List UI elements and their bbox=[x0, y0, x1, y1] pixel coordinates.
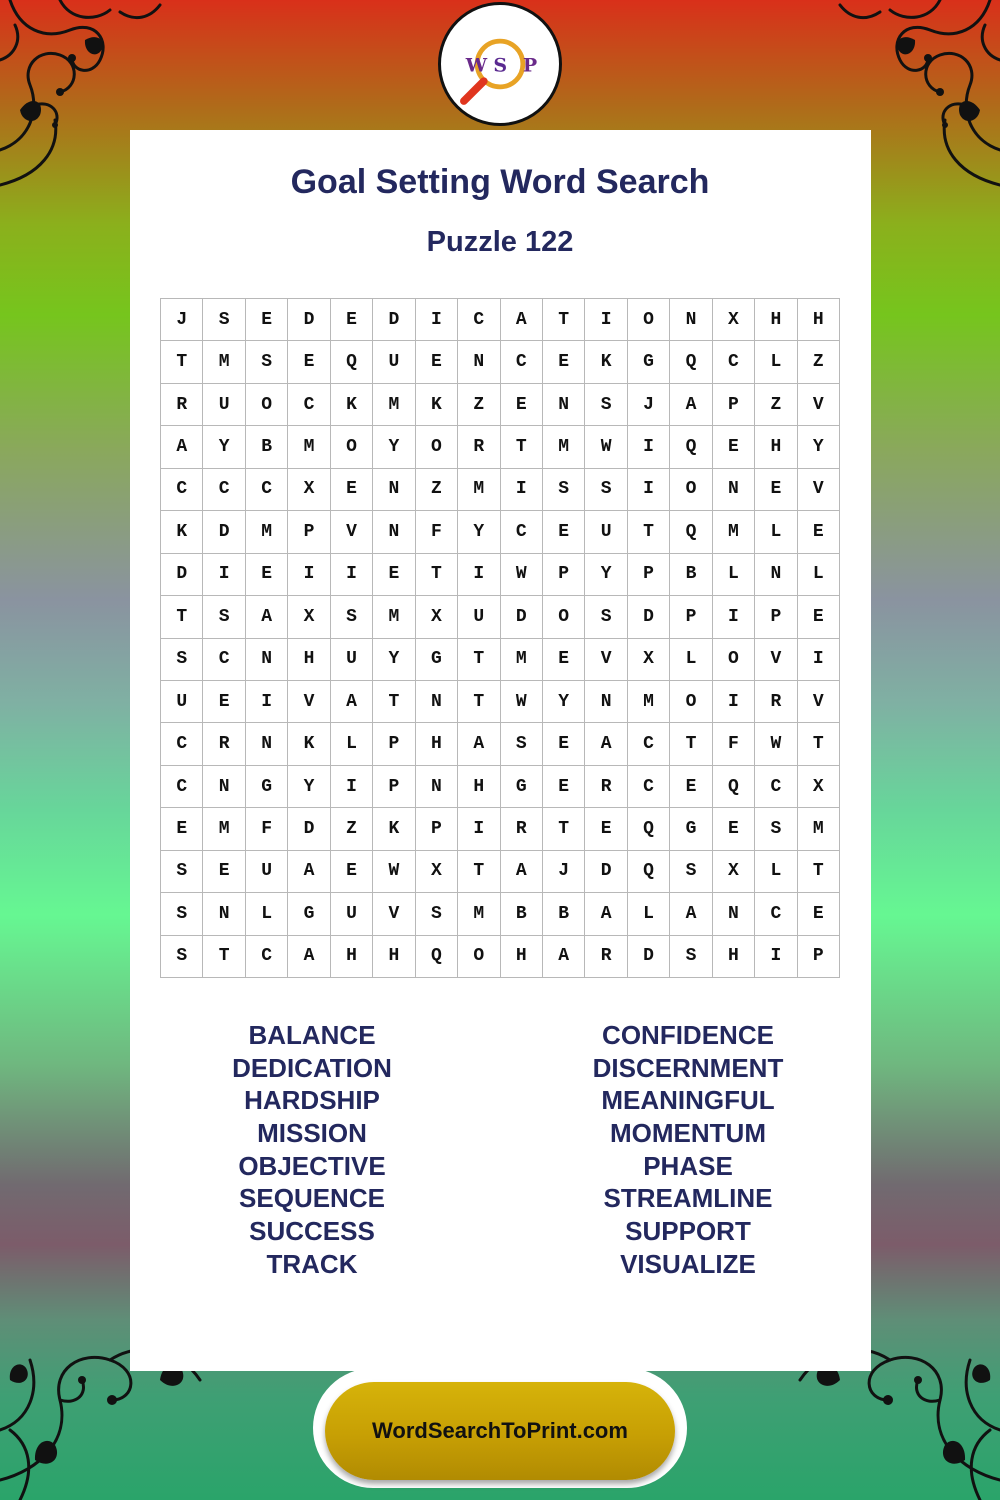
grid-cell[interactable]: N bbox=[416, 681, 458, 723]
grid-cell[interactable]: L bbox=[755, 341, 797, 383]
grid-cell[interactable]: N bbox=[416, 766, 458, 808]
grid-cell[interactable]: E bbox=[543, 766, 585, 808]
grid-cell[interactable]: N bbox=[203, 893, 245, 935]
grid-cell[interactable]: Z bbox=[331, 808, 373, 850]
word-list-item: MEANINGFUL bbox=[601, 1085, 775, 1116]
word-list-item: MISSION bbox=[257, 1118, 367, 1149]
grid-cell[interactable]: Q bbox=[331, 341, 373, 383]
logo-letter-s: S bbox=[493, 54, 508, 77]
grid-cell[interactable]: I bbox=[416, 299, 458, 341]
grid-cell[interactable]: T bbox=[670, 723, 712, 765]
grid-cell[interactable]: T bbox=[161, 341, 203, 383]
grid-cell[interactable]: R bbox=[203, 723, 245, 765]
grid-cell[interactable]: K bbox=[161, 511, 203, 553]
grid-cell[interactable]: T bbox=[373, 681, 415, 723]
grid-cell[interactable]: F bbox=[416, 511, 458, 553]
grid-cell[interactable]: W bbox=[585, 426, 627, 468]
website-link-button[interactable]: WordSearchToPrint.com bbox=[325, 1382, 675, 1480]
grid-cell[interactable]: U bbox=[458, 596, 500, 638]
grid-cell[interactable]: E bbox=[713, 426, 755, 468]
grid-cell[interactable]: L bbox=[755, 851, 797, 893]
grid-cell[interactable]: R bbox=[501, 808, 543, 850]
grid-cell[interactable]: H bbox=[458, 766, 500, 808]
grid-cell[interactable]: G bbox=[628, 341, 670, 383]
grid-cell[interactable]: C bbox=[161, 469, 203, 511]
grid-cell[interactable]: D bbox=[501, 596, 543, 638]
grid-cell[interactable]: S bbox=[161, 639, 203, 681]
grid-cell[interactable]: N bbox=[585, 681, 627, 723]
grid-cell[interactable]: Z bbox=[416, 469, 458, 511]
grid-cell[interactable]: X bbox=[416, 596, 458, 638]
grid-cell[interactable]: Y bbox=[585, 554, 627, 596]
grid-cell[interactable]: M bbox=[246, 511, 288, 553]
grid-cell[interactable]: N bbox=[670, 299, 712, 341]
grid-cell[interactable]: O bbox=[458, 936, 500, 978]
grid-cell[interactable]: S bbox=[203, 596, 245, 638]
grid-cell[interactable]: I bbox=[458, 808, 500, 850]
grid-cell[interactable]: Y bbox=[543, 681, 585, 723]
grid-cell[interactable]: T bbox=[543, 299, 585, 341]
grid-cell[interactable]: E bbox=[331, 469, 373, 511]
grid-cell[interactable]: E bbox=[246, 554, 288, 596]
grid-cell[interactable]: O bbox=[670, 681, 712, 723]
grid-cell[interactable]: Z bbox=[755, 384, 797, 426]
puzzle-number: Puzzle 122 bbox=[426, 226, 574, 258]
grid-cell[interactable]: W bbox=[755, 723, 797, 765]
grid-cell[interactable]: R bbox=[458, 426, 500, 468]
grid-cell[interactable]: M bbox=[628, 681, 670, 723]
grid-cell[interactable]: Y bbox=[373, 426, 415, 468]
grid-cell[interactable]: E bbox=[501, 384, 543, 426]
grid-cell[interactable]: B bbox=[501, 893, 543, 935]
grid-cell[interactable]: U bbox=[246, 851, 288, 893]
grid-cell[interactable]: H bbox=[331, 936, 373, 978]
grid-cell[interactable]: S bbox=[246, 341, 288, 383]
grid-cell[interactable]: T bbox=[161, 596, 203, 638]
grid-cell[interactable]: M bbox=[458, 469, 500, 511]
grid-cell[interactable]: P bbox=[416, 808, 458, 850]
grid-cell[interactable]: W bbox=[501, 554, 543, 596]
grid-cell[interactable]: X bbox=[628, 639, 670, 681]
grid-cell[interactable]: K bbox=[288, 723, 330, 765]
grid-cell[interactable]: P bbox=[288, 511, 330, 553]
grid-cell[interactable]: Q bbox=[416, 936, 458, 978]
grid-cell[interactable]: S bbox=[161, 851, 203, 893]
grid-cell[interactable]: F bbox=[713, 723, 755, 765]
grid-cell[interactable]: A bbox=[501, 851, 543, 893]
grid-cell[interactable]: D bbox=[585, 851, 627, 893]
grid-cell[interactable]: P bbox=[713, 384, 755, 426]
grid-cell[interactable]: I bbox=[331, 766, 373, 808]
grid-cell[interactable]: S bbox=[755, 808, 797, 850]
grid-cell[interactable]: D bbox=[203, 511, 245, 553]
grid-cell[interactable]: V bbox=[373, 893, 415, 935]
grid-cell[interactable]: A bbox=[288, 851, 330, 893]
grid-cell[interactable]: N bbox=[203, 766, 245, 808]
logo-letter-w: W bbox=[465, 54, 488, 77]
grid-cell[interactable]: G bbox=[501, 766, 543, 808]
grid-cell[interactable]: S bbox=[416, 893, 458, 935]
grid-cell[interactable]: G bbox=[246, 766, 288, 808]
grid-cell[interactable]: J bbox=[161, 299, 203, 341]
grid-cell[interactable]: C bbox=[246, 469, 288, 511]
grid-cell[interactable]: O bbox=[331, 426, 373, 468]
grid-cell[interactable]: A bbox=[670, 384, 712, 426]
grid-cell[interactable]: S bbox=[161, 936, 203, 978]
grid-cell[interactable]: I bbox=[331, 554, 373, 596]
grid-cell[interactable]: G bbox=[416, 639, 458, 681]
grid-cell[interactable]: K bbox=[331, 384, 373, 426]
grid-cell[interactable]: B bbox=[246, 426, 288, 468]
grid-cell[interactable]: L bbox=[246, 893, 288, 935]
grid-cell[interactable]: C bbox=[755, 766, 797, 808]
grid-cell[interactable]: T bbox=[798, 723, 840, 765]
grid-cell[interactable]: I bbox=[585, 299, 627, 341]
word-list-item: TRACK bbox=[266, 1248, 358, 1279]
grid-cell[interactable]: E bbox=[246, 299, 288, 341]
grid-cell[interactable]: E bbox=[713, 808, 755, 850]
grid-cell[interactable]: A bbox=[670, 893, 712, 935]
grid-cell[interactable]: Q bbox=[670, 426, 712, 468]
grid-cell[interactable]: I bbox=[755, 936, 797, 978]
grid-cell[interactable]: W bbox=[373, 851, 415, 893]
grid-cell[interactable]: D bbox=[288, 299, 330, 341]
grid-cell[interactable]: A bbox=[501, 299, 543, 341]
grid-cell[interactable]: U bbox=[161, 681, 203, 723]
grid-cell[interactable]: B bbox=[543, 893, 585, 935]
grid-cell[interactable]: L bbox=[628, 893, 670, 935]
grid-cell[interactable]: T bbox=[458, 681, 500, 723]
grid-cell[interactable]: Q bbox=[670, 511, 712, 553]
grid-cell[interactable]: A bbox=[585, 893, 627, 935]
grid-cell[interactable]: E bbox=[670, 766, 712, 808]
grid-cell[interactable]: Y bbox=[288, 766, 330, 808]
word-list-item: OBJECTIVE bbox=[238, 1150, 386, 1181]
grid-cell[interactable]: P bbox=[373, 766, 415, 808]
grid-cell[interactable]: E bbox=[543, 511, 585, 553]
grid-cell[interactable]: M bbox=[543, 426, 585, 468]
grid-cell[interactable]: R bbox=[161, 384, 203, 426]
grid-cell[interactable]: V bbox=[798, 681, 840, 723]
grid-cell[interactable]: P bbox=[543, 554, 585, 596]
grid-cell[interactable]: Q bbox=[670, 341, 712, 383]
grid-cell[interactable]: X bbox=[713, 851, 755, 893]
grid-cell[interactable]: D bbox=[373, 299, 415, 341]
grid-cell[interactable]: S bbox=[543, 469, 585, 511]
grid-cell[interactable]: L bbox=[670, 639, 712, 681]
grid-cell[interactable]: G bbox=[288, 893, 330, 935]
grid-cell[interactable]: C bbox=[628, 723, 670, 765]
grid-cell[interactable]: I bbox=[501, 469, 543, 511]
grid-cell[interactable]: X bbox=[288, 469, 330, 511]
grid-cell[interactable]: H bbox=[755, 426, 797, 468]
grid-cell[interactable]: V bbox=[331, 511, 373, 553]
grid-cell[interactable]: I bbox=[288, 554, 330, 596]
grid-cell[interactable]: O bbox=[246, 384, 288, 426]
grid-cell[interactable]: C bbox=[501, 341, 543, 383]
grid-cell[interactable]: S bbox=[161, 893, 203, 935]
grid-cell[interactable]: D bbox=[628, 596, 670, 638]
grid-cell[interactable]: H bbox=[798, 299, 840, 341]
grid-cell[interactable]: Z bbox=[458, 384, 500, 426]
grid-cell[interactable]: U bbox=[203, 384, 245, 426]
grid-cell[interactable]: C bbox=[161, 723, 203, 765]
grid-cell[interactable]: R bbox=[755, 681, 797, 723]
grid-cell[interactable]: H bbox=[501, 936, 543, 978]
grid-cell[interactable]: L bbox=[713, 554, 755, 596]
grid-cell[interactable]: A bbox=[585, 723, 627, 765]
grid-cell[interactable]: I bbox=[246, 681, 288, 723]
grid-cell[interactable]: E bbox=[203, 851, 245, 893]
grid-cell[interactable]: S bbox=[585, 469, 627, 511]
grid-cell[interactable]: O bbox=[713, 639, 755, 681]
grid-cell[interactable]: S bbox=[501, 723, 543, 765]
grid-cell[interactable]: H bbox=[755, 299, 797, 341]
grid-cell[interactable]: U bbox=[585, 511, 627, 553]
grid-cell[interactable]: V bbox=[755, 639, 797, 681]
grid-cell[interactable]: A bbox=[246, 596, 288, 638]
grid-cell[interactable]: K bbox=[416, 384, 458, 426]
word-list-item: DEDICATION bbox=[232, 1052, 392, 1083]
grid-cell[interactable]: P bbox=[670, 596, 712, 638]
grid-cell[interactable]: S bbox=[203, 299, 245, 341]
grid-cell[interactable]: Y bbox=[458, 511, 500, 553]
word-list-left bbox=[162, 1019, 462, 1281]
grid-cell[interactable]: S bbox=[585, 596, 627, 638]
grid-cell[interactable]: L bbox=[798, 554, 840, 596]
grid-cell[interactable]: N bbox=[543, 384, 585, 426]
grid-cell[interactable]: E bbox=[416, 341, 458, 383]
grid-cell[interactable]: I bbox=[203, 554, 245, 596]
grid-cell[interactable]: G bbox=[670, 808, 712, 850]
grid-cell[interactable]: C bbox=[713, 341, 755, 383]
grid-cell[interactable]: D bbox=[628, 936, 670, 978]
grid-cell[interactable]: M bbox=[288, 426, 330, 468]
grid-cell[interactable]: V bbox=[798, 469, 840, 511]
grid-cell[interactable]: T bbox=[458, 639, 500, 681]
grid-cell[interactable]: Y bbox=[203, 426, 245, 468]
grid-cell[interactable]: N bbox=[713, 469, 755, 511]
word-list-item: PHASE bbox=[643, 1150, 733, 1181]
grid-cell[interactable]: T bbox=[203, 936, 245, 978]
grid-cell[interactable]: C bbox=[161, 766, 203, 808]
grid-cell[interactable]: Q bbox=[628, 808, 670, 850]
grid-cell[interactable]: E bbox=[755, 469, 797, 511]
grid-cell[interactable]: T bbox=[798, 851, 840, 893]
grid-cell[interactable]: J bbox=[628, 384, 670, 426]
page-title: Goal Setting Word Search bbox=[290, 163, 710, 201]
grid-cell[interactable]: Y bbox=[373, 639, 415, 681]
grid-cell[interactable]: A bbox=[458, 723, 500, 765]
grid-cell[interactable]: J bbox=[543, 851, 585, 893]
grid-cell[interactable]: A bbox=[161, 426, 203, 468]
grid-cell[interactable]: E bbox=[798, 596, 840, 638]
grid-cell[interactable]: O bbox=[543, 596, 585, 638]
grid-cell[interactable]: P bbox=[798, 936, 840, 978]
grid-cell[interactable]: C bbox=[203, 639, 245, 681]
grid-cell[interactable]: A bbox=[288, 936, 330, 978]
grid-cell[interactable]: I bbox=[628, 469, 670, 511]
grid-cell[interactable]: L bbox=[755, 511, 797, 553]
grid-cell[interactable]: M bbox=[458, 893, 500, 935]
grid-cell[interactable]: V bbox=[798, 384, 840, 426]
grid-cell[interactable]: F bbox=[246, 808, 288, 850]
word-list-item: BALANCE bbox=[248, 1020, 376, 1050]
grid-cell[interactable]: X bbox=[713, 299, 755, 341]
grid-cell[interactable]: P bbox=[628, 554, 670, 596]
logo-letter-p: P bbox=[522, 54, 538, 77]
grid-cell[interactable]: H bbox=[373, 936, 415, 978]
grid-cell[interactable]: L bbox=[331, 723, 373, 765]
grid-cell[interactable]: S bbox=[331, 596, 373, 638]
grid-cell[interactable]: M bbox=[373, 384, 415, 426]
grid-cell[interactable]: X bbox=[288, 596, 330, 638]
grid-cell[interactable]: M bbox=[373, 596, 415, 638]
grid-cell[interactable]: M bbox=[203, 341, 245, 383]
grid-cell[interactable]: P bbox=[373, 723, 415, 765]
grid-cell[interactable]: R bbox=[585, 766, 627, 808]
grid-cell[interactable]: E bbox=[798, 511, 840, 553]
word-list-item: MOMENTUM bbox=[610, 1118, 766, 1149]
grid-cell[interactable]: N bbox=[713, 893, 755, 935]
grid-cell[interactable]: O bbox=[416, 426, 458, 468]
grid-cell[interactable]: T bbox=[501, 426, 543, 468]
grid-cell[interactable]: E bbox=[331, 299, 373, 341]
grid-cell[interactable]: Q bbox=[713, 766, 755, 808]
grid-cell[interactable]: S bbox=[585, 384, 627, 426]
grid-cell[interactable]: K bbox=[585, 341, 627, 383]
grid-cell[interactable]: E bbox=[543, 723, 585, 765]
grid-cell[interactable]: O bbox=[670, 469, 712, 511]
grid-cell[interactable]: I bbox=[458, 554, 500, 596]
grid-cell[interactable]: M bbox=[203, 808, 245, 850]
grid-cell[interactable]: D bbox=[161, 554, 203, 596]
grid-cell[interactable]: C bbox=[288, 384, 330, 426]
grid-cell[interactable]: Q bbox=[628, 851, 670, 893]
word-list-item: STREAMLINE bbox=[603, 1183, 773, 1214]
grid-cell[interactable]: I bbox=[713, 596, 755, 638]
grid-cell[interactable]: T bbox=[543, 808, 585, 850]
grid-cell[interactable]: A bbox=[543, 936, 585, 978]
word-list-item: HARDSHIP bbox=[244, 1085, 380, 1116]
grid-cell[interactable]: N bbox=[755, 554, 797, 596]
word-list-item: CONFIDENCE bbox=[602, 1020, 774, 1050]
grid-cell[interactable]: N bbox=[373, 511, 415, 553]
grid-cell[interactable]: U bbox=[373, 341, 415, 383]
grid-cell[interactable]: X bbox=[416, 851, 458, 893]
grid-cell[interactable]: E bbox=[543, 341, 585, 383]
word-search-grid[interactable] bbox=[160, 298, 840, 978]
grid-cell[interactable]: C bbox=[755, 893, 797, 935]
word-list-item: DISCERNMENT bbox=[592, 1052, 784, 1083]
grid-cell[interactable]: S bbox=[670, 936, 712, 978]
grid-cell[interactable]: E bbox=[203, 681, 245, 723]
grid-cell[interactable]: I bbox=[713, 681, 755, 723]
grid-cell[interactable]: W bbox=[501, 681, 543, 723]
grid-cell[interactable]: E bbox=[585, 808, 627, 850]
grid-cell[interactable]: E bbox=[161, 808, 203, 850]
grid-cell[interactable]: E bbox=[798, 893, 840, 935]
grid-cell[interactable]: M bbox=[713, 511, 755, 553]
grid-cell[interactable]: H bbox=[713, 936, 755, 978]
grid-cell[interactable]: P bbox=[755, 596, 797, 638]
word-list-item: SUCCESS bbox=[249, 1216, 375, 1247]
grid-cell[interactable]: M bbox=[798, 808, 840, 850]
grid-cell[interactable]: K bbox=[373, 808, 415, 850]
grid-cell[interactable]: M bbox=[501, 639, 543, 681]
word-list-item: VISUALIZE bbox=[620, 1248, 756, 1279]
grid-cell[interactable]: B bbox=[670, 554, 712, 596]
grid-cell[interactable]: T bbox=[458, 851, 500, 893]
grid-cell[interactable]: I bbox=[798, 639, 840, 681]
grid-cell[interactable]: I bbox=[628, 426, 670, 468]
grid-cell[interactable]: C bbox=[246, 936, 288, 978]
grid-cell[interactable]: C bbox=[628, 766, 670, 808]
grid-cell[interactable]: V bbox=[288, 681, 330, 723]
grid-cell[interactable]: E bbox=[288, 341, 330, 383]
grid-cell[interactable]: V bbox=[585, 639, 627, 681]
grid-cell[interactable]: N bbox=[373, 469, 415, 511]
grid-cell[interactable]: N bbox=[458, 341, 500, 383]
grid-cell[interactable]: Z bbox=[798, 341, 840, 383]
word-list-item: SUPPORT bbox=[625, 1216, 751, 1247]
grid-cell[interactable]: C bbox=[203, 469, 245, 511]
grid-cell[interactable]: C bbox=[458, 299, 500, 341]
grid-cell[interactable]: R bbox=[585, 936, 627, 978]
grid-cell[interactable]: E bbox=[543, 639, 585, 681]
grid-cell[interactable]: H bbox=[416, 723, 458, 765]
grid-cell[interactable]: E bbox=[373, 554, 415, 596]
grid-cell[interactable]: D bbox=[288, 808, 330, 850]
grid-cell[interactable]: X bbox=[798, 766, 840, 808]
grid-cell[interactable]: C bbox=[501, 511, 543, 553]
site-logo[interactable] bbox=[438, 2, 562, 126]
grid-cell[interactable]: U bbox=[331, 893, 373, 935]
grid-cell[interactable]: A bbox=[331, 681, 373, 723]
grid-cell[interactable]: E bbox=[331, 851, 373, 893]
grid-cell[interactable]: O bbox=[628, 299, 670, 341]
word-list-right bbox=[538, 1019, 838, 1281]
word-list-item: SEQUENCE bbox=[239, 1183, 385, 1214]
grid-cell[interactable]: Y bbox=[798, 426, 840, 468]
grid-cell[interactable]: H bbox=[288, 639, 330, 681]
grid-cell[interactable]: T bbox=[628, 511, 670, 553]
grid-cell[interactable]: S bbox=[670, 851, 712, 893]
grid-cell[interactable]: N bbox=[246, 639, 288, 681]
grid-cell[interactable]: U bbox=[331, 639, 373, 681]
grid-cell[interactable]: T bbox=[416, 554, 458, 596]
grid-cell[interactable]: N bbox=[246, 723, 288, 765]
